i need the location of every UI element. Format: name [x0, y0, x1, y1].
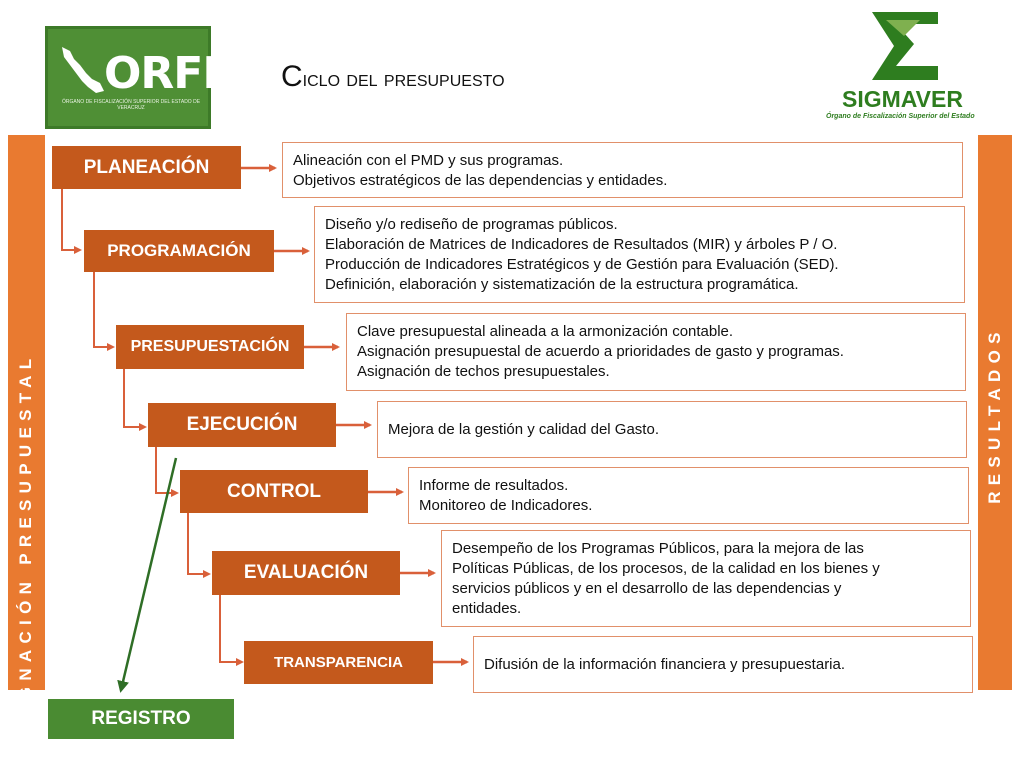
- connector-presupuestacion-ejecucion: [124, 369, 145, 427]
- desc-line: Objetivos estratégicos de las dependencias y entidades.: [293, 172, 668, 189]
- desc-line: Políticas Públicas, de los procesos, de la calidad en los bienes y: [452, 560, 880, 577]
- connector-planeacion-programacion: [62, 189, 80, 250]
- desc-line: Desempeño de los Programas Públicos, para la mejora de las: [452, 540, 864, 557]
- desc-line: entidades.: [452, 600, 522, 617]
- sigmaver-wordmark: SIGMAVER: [842, 86, 963, 112]
- desc-line: Monitoreo de Indicadores.: [419, 497, 593, 514]
- step-programacion: PROGRAMACIÓN: [84, 230, 274, 272]
- desc-line: Definición, elaboración y sistematización de la estructura programática.: [325, 276, 799, 293]
- desc-ejecucion: [377, 401, 967, 458]
- step-transparencia: TRANSPARENCIA: [244, 641, 433, 684]
- desc-line: Difusión de la información financiera y presupuestaria.: [484, 656, 846, 673]
- desc-line: Clave presupuestal alineada a la armonización contable.: [357, 323, 734, 340]
- orfis-wordmark: ORFIS: [104, 48, 249, 99]
- step-evaluacion: EVALUACIÓN: [212, 551, 400, 595]
- connector-control-evaluacion: [188, 513, 209, 574]
- desc-evaluacion: [441, 530, 971, 627]
- orfis-subtitle: ÓRGANO DE FISCALIZACIÓN SUPERIOR DEL ESTADO DE VERACRUZ: [61, 99, 201, 111]
- desc-line: Informe de resultados.: [419, 477, 569, 494]
- step-planeacion: PLANEACIÓN: [52, 146, 241, 189]
- desc-control: [408, 467, 969, 524]
- asignacion-presupuestal-label: ASIGNACIÓN PRESUPUESTAL: [16, 352, 35, 748]
- desc-planeacion: [282, 142, 963, 198]
- step-ejecucion: EJECUCIÓN: [148, 403, 336, 447]
- resultados-label: RESULTADOS: [985, 326, 1004, 504]
- registro-box: REGISTRO: [48, 699, 234, 739]
- desc-programacion: [314, 206, 965, 303]
- desc-line: Mejora de la gestión y calidad del Gasto.: [388, 421, 659, 438]
- desc-presupuestacion: [346, 313, 966, 391]
- connector-evaluacion-transparencia: [220, 595, 242, 662]
- sigmaver-subtitle: Órgano de Fiscalización Superior del Estado: [826, 113, 975, 120]
- desc-line: Asignación presupuestal de acuerdo a prioridades de gasto y programas.: [357, 343, 844, 360]
- desc-line: Alineación con el PMD y sus programas.: [293, 152, 564, 169]
- desc-line: Elaboración de Matrices de Indicadores de Resultados (MIR) y árboles P / O.: [325, 236, 838, 253]
- arrow-to-registro: [121, 458, 176, 690]
- step-control: CONTROL: [180, 470, 368, 513]
- desc-line: Producción de Indicadores Estratégicos y de Gestión para Evaluación (SED).: [325, 256, 839, 273]
- desc-transparencia: [473, 636, 973, 693]
- desc-line: Diseño y/o rediseño de programas públicos.: [325, 216, 618, 233]
- desc-line: Asignación de techos presupuestales.: [357, 363, 610, 380]
- desc-line: servicios públicos y en el desarrollo de las dependencias y: [452, 580, 842, 597]
- page-title: Ciclo del presupuesto: [281, 60, 505, 93]
- step-presupuestacion: PRESUPUESTACIÓN: [116, 325, 304, 369]
- connector-programacion-presupuestacion: [94, 272, 113, 347]
